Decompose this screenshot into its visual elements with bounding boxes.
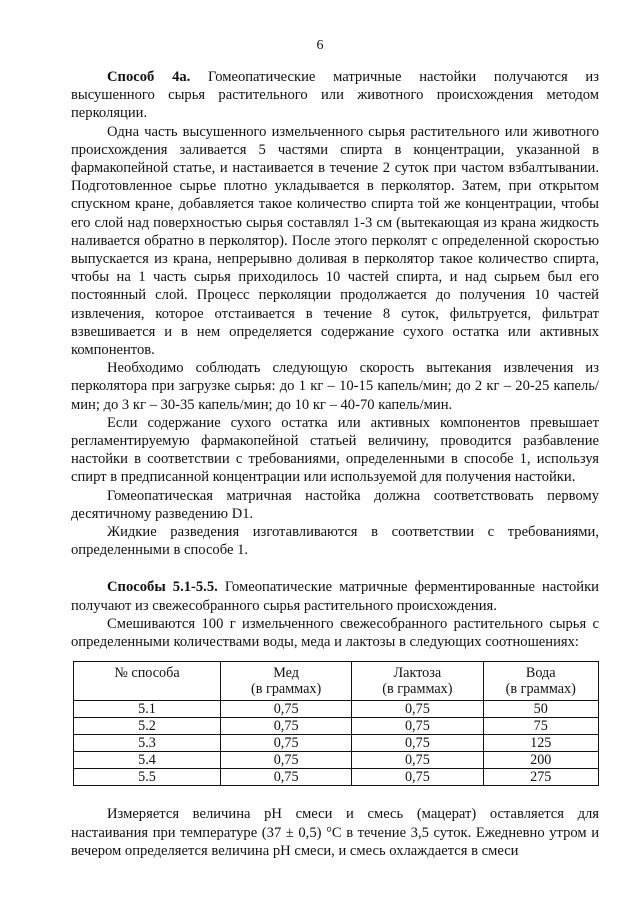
cell-method: 5.5 — [74, 769, 221, 786]
cell-honey: 0,75 — [221, 752, 352, 769]
cell-honey: 0,75 — [221, 701, 352, 718]
header-water: Вода (в граммах) — [483, 662, 599, 701]
document-body — [71, 68, 599, 860]
paragraph-mixing: Смешиваются 100 г измельченного свежесобранного растительного сырья с определенными количествами воды, меда и лактозы в следующих соотношениях: — [71, 615, 599, 651]
section-5-intro — [71, 578, 599, 614]
paragraph-liquid-dilutions: Жидкие разведения изготавливаются в соответствии с требованиями, определенными в способе 1. — [71, 524, 599, 559]
table-row — [74, 701, 599, 718]
section-5-intro-text: Гомеопатические матричные ферментированные настойки получают из свежесобранного сырья растительного происхождения. — [71, 579, 599, 614]
cell-water: 275 — [483, 769, 599, 786]
paragraph-percolation: Одна часть высушенного измельченного сырья растительного или животного происхождения заливается 5 частями спирта в концентрации, указанной в фармакопейной статье, и настаивается в течение 2 суток при частом взбалтывании. Подготовленное сырье плотно укладывается в перколятор. Затем, при открытом спускном кране, добавляется такое количество спирта той же концентрации, чтобы его слой над поверхностью сырья составлял 1-3 см (вытекающая из крана жидкость наливается обратно в перколятор). После этого перколят с определенной скоростью выпускается из крана, непрерывно доливая в перколятор такое количество спирта, чтобы на 1 часть сырья приходилось 10 частей спирта, и над сырьем был его постоянный слой. Процесс перколяции продолжается до получения 10 частей извлечения, которое отстаивается в течение 8 суток, фильтруется, фильтрат взвешивается и в нем определяется содержание сухого остатка или активных компонентов. — [71, 123, 599, 359]
paragraph-dilution: Если содержание сухого остатка или активных компонентов превышает регламентируемую фармакопейной статьей величину, проводится разбавление настойки в соответствии с требованиями, определенными в способе 1, используя спирт в предписанной концентрации или используемой для получения настойки. — [71, 414, 599, 486]
header-lactose: Лактоза (в граммах) — [352, 662, 483, 701]
table-row — [74, 718, 599, 735]
paragraph-d1: Гомеопатическая матричная настойка должна соответствовать первому десятичному разведению D1. — [71, 487, 599, 522]
cell-lactose: 0,75 — [352, 752, 483, 769]
header-method: № способа — [74, 662, 221, 701]
cell-method: 5.4 — [74, 752, 221, 769]
ratio-table — [73, 661, 599, 786]
paragraph-ph-measurement: Измеряется величина pH смеси и смесь (мацерат) оставляется для настаивания при температуре (37 ± 0,5) °С в течение 3,5 суток. Ежедневно утром и вечером определяется величина pH смеси, и смесь охлаждается в смеси — [71, 806, 599, 859]
table-row — [74, 735, 599, 752]
cell-lactose: 0,75 — [352, 701, 483, 718]
cell-honey: 0,75 — [221, 718, 352, 735]
cell-water: 75 — [483, 718, 599, 735]
paragraph-flow-rate: Необходимо соблюдать следующую скорость вытекания извлечения из перколятора при загрузке сырья: до 1 кг – 10-15 капель/мин; до 2 кг – 20-25 капель/мин; до 3 кг – 30-35 капель/мин; до 10 кг – 40-70 капель/мин. — [71, 360, 599, 413]
cell-water: 50 — [483, 701, 599, 718]
cell-water: 200 — [483, 752, 599, 769]
section-4a-intro — [71, 68, 599, 123]
header-honey: Мед (в граммах) — [221, 662, 352, 701]
cell-lactose: 0,75 — [352, 769, 483, 786]
section-5-heading: Способы 5.1-5.5. — [107, 579, 218, 596]
page-number: 6 — [316, 38, 324, 53]
cell-honey: 0,75 — [221, 769, 352, 786]
cell-lactose: 0,75 — [352, 735, 483, 752]
cell-honey: 0,75 — [221, 735, 352, 752]
cell-method: 5.2 — [74, 718, 221, 735]
table-header-row — [74, 662, 599, 701]
cell-method: 5.1 — [74, 701, 221, 718]
table-row — [74, 752, 599, 769]
cell-water: 125 — [483, 735, 599, 752]
section-4a-intro-text: Гомеопатические матричные настойки получаются из высушенного сырья растительного или животного происхождения методом перколяции. — [71, 69, 599, 122]
cell-lactose: 0,75 — [352, 718, 483, 735]
table-row — [74, 769, 599, 786]
cell-method: 5.3 — [74, 735, 221, 752]
section-4a-heading: Способ 4а. — [107, 69, 191, 85]
